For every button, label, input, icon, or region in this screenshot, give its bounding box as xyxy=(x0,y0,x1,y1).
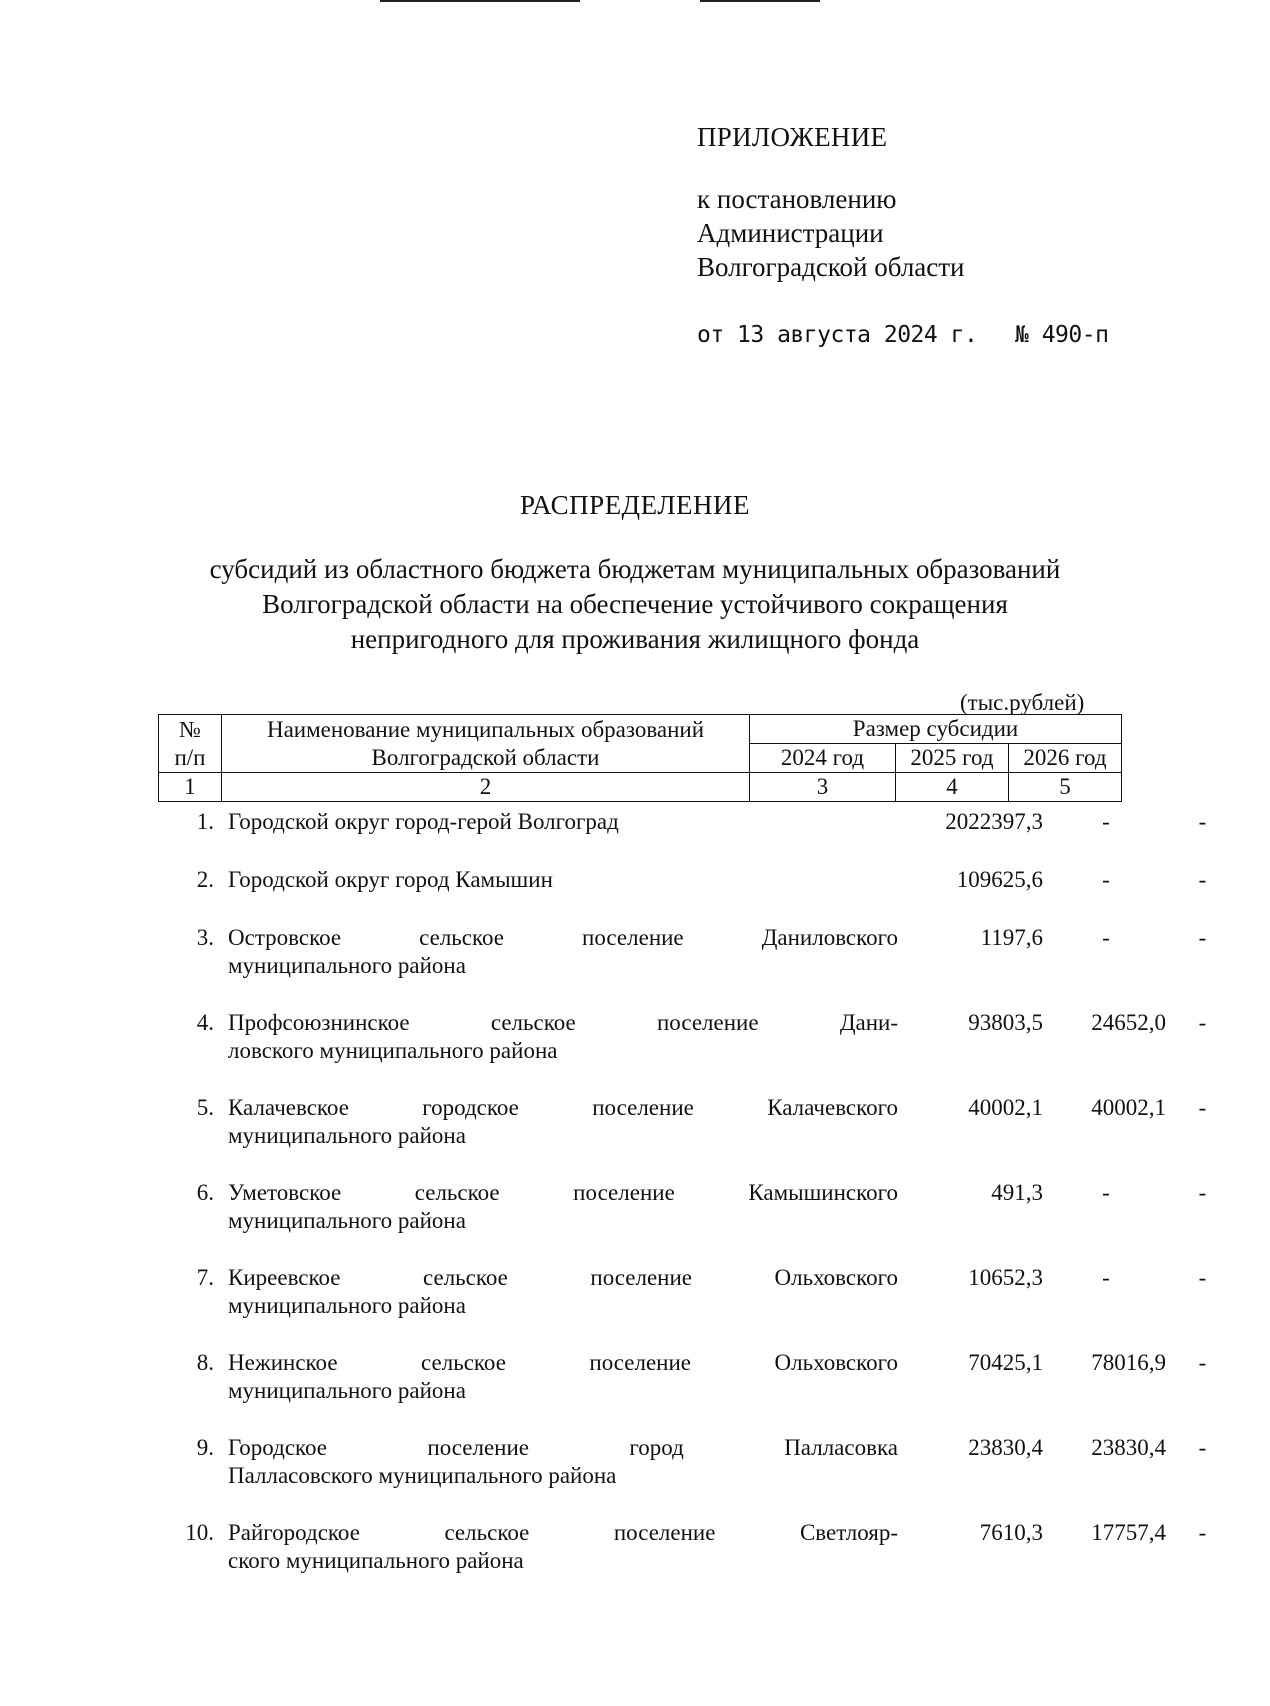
row-name xyxy=(228,1264,898,1320)
header-year-2024: 2024 год xyxy=(750,744,896,773)
row-value-2024: 1197,6 xyxy=(980,925,1043,950)
appendix-line-1: к постановлению xyxy=(697,184,897,214)
row-name-line-2: муниципального района xyxy=(228,1293,466,1318)
row-value-2024: 491,3 xyxy=(991,1180,1043,1205)
header-name-cell xyxy=(222,715,750,773)
row-value-2024: 40002,1 xyxy=(968,1095,1043,1120)
header-year-2025: 2025 год xyxy=(896,744,1009,773)
row-number: 10. xyxy=(185,1520,214,1545)
row-name-line-1: Городской округ город Камышин xyxy=(228,867,553,892)
row-name-line-2: муниципального района xyxy=(228,1378,466,1403)
header-num-cell xyxy=(159,715,222,773)
row-name-line-1: Профсоюзнинское сельское поселение Дани- xyxy=(228,1010,898,1035)
row-value-2026: - xyxy=(1198,1435,1207,1460)
row-value-2025: - xyxy=(1102,1265,1110,1290)
table-body xyxy=(158,808,1207,1604)
row-value-2025: 24652,0 xyxy=(1091,1010,1166,1035)
row-name-line-2: Палласовского муниципального района xyxy=(228,1463,617,1488)
row-name-line-2: ского муниципального района xyxy=(228,1548,524,1573)
row-value-2026: - xyxy=(1198,867,1207,892)
table-row xyxy=(158,1519,1207,1604)
row-name-line-1: Калачевское городское поселение Калачевского xyxy=(228,1095,898,1120)
scan-artifact-line xyxy=(700,0,820,2)
row-name-line-1: Киреевское сельское поселение Ольховского xyxy=(228,1265,898,1290)
scan-artifact-line xyxy=(380,0,580,2)
resolution-date: от 13 августа 2024 г. xyxy=(697,322,978,348)
row-name xyxy=(228,1179,898,1235)
row-value-2025: - xyxy=(1102,925,1110,950)
table-header xyxy=(158,714,1122,802)
row-value-2025: 40002,1 xyxy=(1091,1095,1166,1120)
document-subtitle xyxy=(150,552,1120,657)
row-value-2024: 2022397,3 xyxy=(945,809,1043,834)
header-year-2026: 2026 год xyxy=(1009,744,1122,773)
row-name xyxy=(228,1009,898,1065)
row-value-2025: 17757,4 xyxy=(1091,1520,1166,1545)
row-value-2026: - xyxy=(1198,1350,1207,1375)
table-row xyxy=(158,1179,1207,1264)
row-value-2026: - xyxy=(1198,1265,1207,1290)
table-row xyxy=(158,1094,1207,1179)
row-value-2026: - xyxy=(1198,809,1207,834)
table-row xyxy=(158,1009,1207,1094)
row-value-2026: - xyxy=(1198,1180,1207,1205)
row-name xyxy=(228,1349,898,1405)
header-num-line-1: № xyxy=(179,716,201,742)
header-num-line-2: п/п xyxy=(174,744,206,770)
row-number: 1. xyxy=(196,809,214,834)
table-row xyxy=(158,1264,1207,1349)
header-col-3: 3 xyxy=(750,773,896,802)
row-name-line-2: ловского муниципального района xyxy=(228,1038,558,1063)
table-row xyxy=(158,1349,1207,1434)
row-value-2025: 78016,9 xyxy=(1091,1350,1166,1375)
row-name-line-1: Нежинское сельское поселение Ольховского xyxy=(228,1350,898,1375)
row-value-2025: 23830,4 xyxy=(1091,1435,1166,1460)
row-value-2026: - xyxy=(1198,1010,1207,1035)
header-col-4: 4 xyxy=(896,773,1009,802)
subtitle-line-3: непригодного для проживания жилищного фонда xyxy=(350,624,920,654)
row-value-2024: 93803,5 xyxy=(968,1010,1043,1035)
appendix-line-2: Администрации xyxy=(697,218,884,248)
header-name-line-1: Наименование муниципальных образований xyxy=(266,716,705,742)
row-value-2024: 10652,3 xyxy=(968,1265,1043,1290)
row-value-2024: 70425,1 xyxy=(968,1350,1043,1375)
row-number: 7. xyxy=(196,1265,214,1290)
row-name xyxy=(228,808,898,836)
row-number: 4. xyxy=(196,1010,214,1035)
header-name-line-2: Волгоградской области xyxy=(371,744,600,770)
header-col-5: 5 xyxy=(1009,773,1122,802)
resolution-number: № 490-п xyxy=(1015,322,1109,348)
row-name-line-1: Островское сельское поселение Даниловского xyxy=(228,925,898,950)
subtitle-line-2: Волгоградской области на обеспечение устойчивого сокращения xyxy=(262,589,1008,619)
row-value-2024: 23830,4 xyxy=(968,1435,1043,1460)
table-row xyxy=(158,1434,1207,1519)
row-name xyxy=(228,866,898,894)
row-value-2025: - xyxy=(1102,867,1110,892)
row-name-line-1: Уметовское сельское поселение Камышинского xyxy=(228,1180,898,1205)
header-col-2: 2 xyxy=(222,773,750,802)
appendix-block xyxy=(697,120,965,284)
unit-label: (тыс.рублей) xyxy=(960,690,1085,715)
row-name-line-2: муниципального района xyxy=(228,1123,466,1148)
appendix-line-3: Волгоградской области xyxy=(697,252,965,282)
row-name xyxy=(228,1519,898,1575)
row-name-line-1: Городское поселение город Палласовка xyxy=(228,1435,898,1460)
row-value-2026: - xyxy=(1198,1520,1207,1545)
table-row xyxy=(158,866,1207,924)
table-row xyxy=(158,924,1207,1009)
row-number: 3. xyxy=(196,925,214,950)
row-name-line-1: Райгородское сельское поселение Светлояр- xyxy=(228,1520,898,1545)
resolution-date-line xyxy=(697,322,1127,348)
row-name-line-1: Городской округ город-герой Волгоград xyxy=(228,809,619,834)
header-col-1: 1 xyxy=(159,773,222,802)
row-name xyxy=(228,924,898,980)
row-value-2026: - xyxy=(1198,925,1207,950)
row-value-2024: 7610,3 xyxy=(979,1520,1043,1545)
row-value-2026: - xyxy=(1198,1095,1207,1120)
row-number: 8. xyxy=(196,1350,214,1375)
row-name-line-2: муниципального района xyxy=(228,1208,466,1233)
row-number: 2. xyxy=(196,867,214,892)
document-title: РАСПРЕДЕЛЕНИЕ xyxy=(519,490,751,520)
row-name xyxy=(228,1094,898,1150)
row-name-line-2: муниципального района xyxy=(228,953,466,978)
row-name xyxy=(228,1434,898,1490)
row-number: 9. xyxy=(196,1435,214,1460)
row-value-2024: 109625,6 xyxy=(956,867,1043,892)
subtitle-line-1: субсидий из областного бюджета бюджетам муниципальных образований xyxy=(209,554,1061,584)
header-subsidy: Размер субсидии xyxy=(750,715,1122,744)
appendix-title: ПРИЛОЖЕНИЕ xyxy=(697,122,888,152)
row-value-2025: - xyxy=(1102,1180,1110,1205)
table-row xyxy=(158,808,1207,866)
row-value-2025: - xyxy=(1102,809,1110,834)
row-number: 6. xyxy=(196,1180,214,1205)
row-number: 5. xyxy=(196,1095,214,1120)
